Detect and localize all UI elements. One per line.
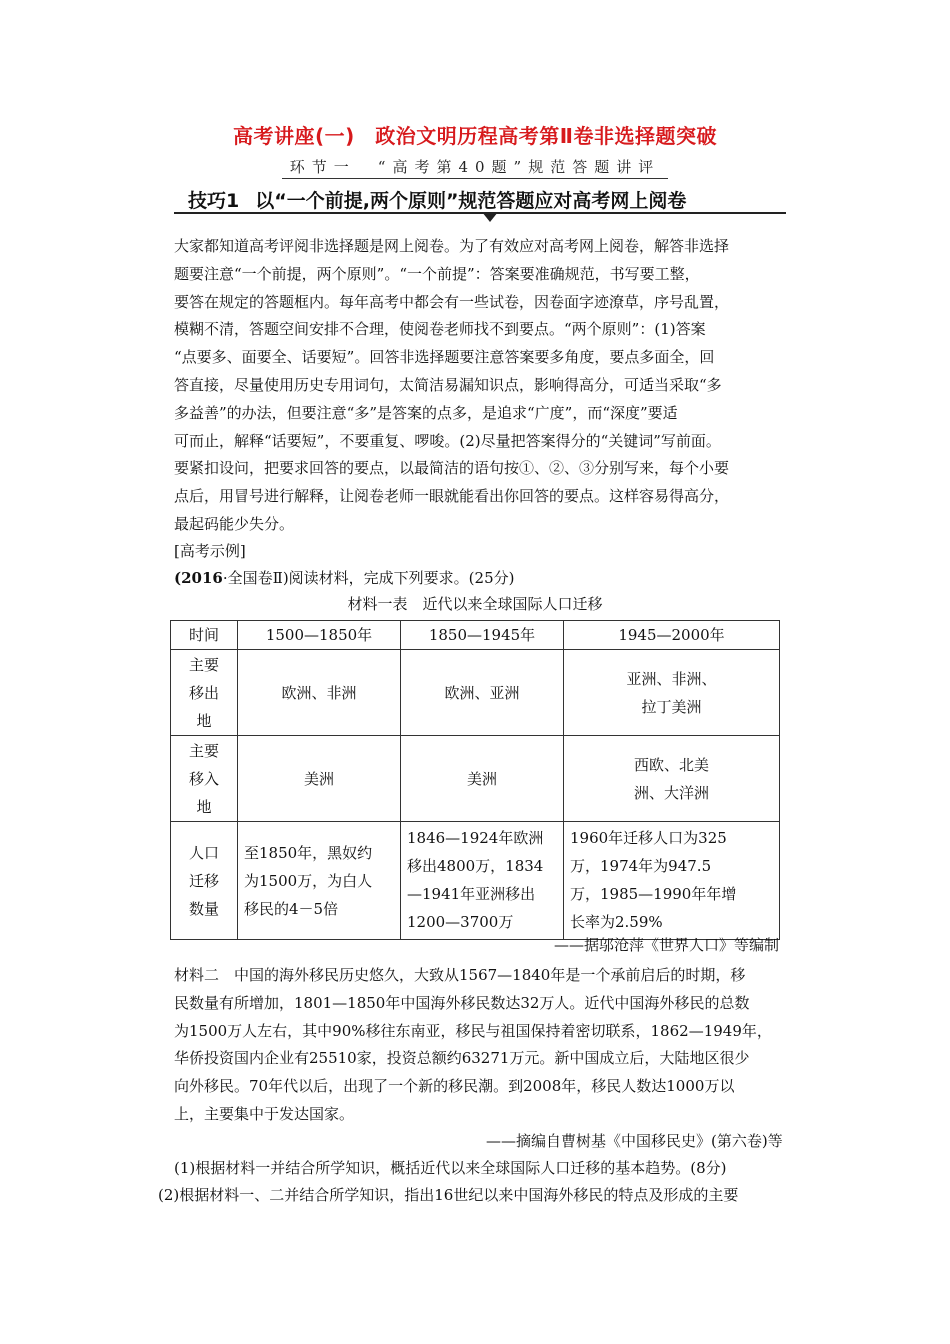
table-header-cell: 时间 (171, 621, 238, 650)
table-cell (238, 822, 401, 940)
cell-line: 欧洲、亚洲 (444, 683, 520, 702)
source-citation: ——据邬沧萍《世界人口》等编制 (554, 936, 780, 954)
section-subtitle: 环节一 “高考第40题”规范答题讲评 (289, 158, 661, 176)
subtitle-underline (282, 178, 668, 179)
cell-line: 1960年迁移人口为325 (570, 829, 727, 847)
table-cell (564, 736, 780, 822)
cell-line: 万，1974年为947.5 (570, 857, 712, 875)
table-cell (564, 650, 780, 736)
skill-text: 以“一个前提,两个原则”规范答题应对高考网上阅卷 (255, 190, 687, 212)
label-line: 数量 (188, 899, 219, 918)
text-line: 要紧扣设问，把要求回答的要点，以最简洁的语句按①、②、③分别写来，每个小要 (174, 459, 730, 478)
question-intro (174, 567, 514, 588)
table-header-cell: 1945—2000年 (564, 621, 780, 650)
text-line: 材料二 中国的海外移民历史悠久，大致从1567—1840年是一个承前启后的时期，移 (174, 966, 746, 984)
source-citation: ——摘编自曹树基《中国移民史》(第六卷)等 (486, 1132, 783, 1150)
text-line: 为1500万人左右，其中90%移往东南亚，移民与祖国保持着密切联系，1862—1949年， (174, 1021, 772, 1040)
text-line: 华侨投资国内企业有25510家，投资总额约63271万元。新中国成立后，大陆地区很少 (174, 1049, 750, 1068)
text-line: 大家都知道高考评阅非选择题是网上阅卷。为了有效应对高考网上阅卷，解答非选择 (174, 237, 730, 255)
table-row (171, 736, 780, 822)
label-line: 地 (196, 797, 212, 816)
cell-line: 美洲 (303, 769, 334, 788)
table-cell (238, 650, 401, 736)
cell-line: 欧洲、非洲 (281, 683, 357, 702)
text-line: 点后，用冒号进行解释，让阅卷老师一眼就能看出你回答的要点。这样容易得高分， (174, 487, 730, 506)
table-cell (401, 822, 564, 940)
label-line: 地 (196, 711, 212, 730)
table-cell (401, 736, 564, 822)
migration-table (170, 620, 780, 940)
skill-marker-triangle (482, 212, 498, 222)
cell-line: 移出4800万，1834 (407, 857, 544, 875)
text-line: “点要多、面要全、话要短”。回答非选择题要注意答案要多角度，要点多面全，回 (174, 348, 715, 367)
skill-number: 技巧1 (188, 190, 240, 212)
cell-line: 西欧、北美 (633, 755, 709, 774)
question-one: (1)根据材料一并结合所学知识，概括近代以来全球国际人口迁移的基本趋势。(8分) (174, 1159, 727, 1177)
skill-heading (188, 186, 686, 213)
text-line: 可而止，解释“话要短”，不要重复、啰唆。(2)尽量把答案得分的“关键词”写前面。 (174, 431, 721, 450)
cell-line: 亚洲、非洲、 (626, 669, 717, 688)
example-tag: [高考示例] (174, 542, 246, 560)
question-two: (2)根据材料一、二并结合所学知识，指出16世纪以来中国海外移民的特点及形成的主要 (158, 1186, 739, 1204)
row-label (171, 822, 238, 940)
page-title: 高考讲座(一) 政治文明历程高考第Ⅱ卷非选择题突破 (233, 124, 717, 148)
text-line: 上，主要集中于发达国家。 (174, 1104, 355, 1123)
table-cell (564, 822, 780, 940)
text-line: 要答在规定的答题框内。每年高考中都会有一些试卷，因卷面字迹潦草，序号乱置， (174, 292, 730, 311)
row-label (171, 736, 238, 822)
cell-line: 移民的4－5倍 (244, 899, 339, 918)
cell-line: 1846—1924年欧洲 (407, 829, 544, 847)
table-header-cell: 1850—1945年 (401, 621, 564, 650)
skill-rule (174, 212, 786, 214)
row-label (171, 650, 238, 736)
label-line: 人口 (188, 843, 219, 862)
cell-line: 拉丁美洲 (641, 697, 702, 716)
question-year: (2016 (174, 569, 223, 587)
text-line: 模糊不清，答题空间安排不合理，使阅卷老师找不到要点。“两个原则”：(1)答案 (174, 320, 706, 339)
table-header-cell: 1500—1850年 (238, 621, 401, 650)
question-text: ·全国卷Ⅱ)阅读材料，完成下列要求。(25分) (222, 569, 515, 587)
text-line: 最起码能少失分。 (174, 514, 295, 533)
text-line: 多益善”的办法，但要注意“多”是答案的点多，是追求“广度”，而“深度”要适 (174, 403, 678, 422)
label-line: 迁移 (188, 871, 219, 890)
intro-paragraph (174, 233, 814, 539)
cell-line: 万，1985—1990年年增 (570, 885, 737, 903)
cell-line: 美洲 (466, 769, 497, 788)
cell-line: 至1850年，黑奴约 (244, 843, 373, 862)
table-cell (238, 736, 401, 822)
text-line: 向外移民。70年代以后，出现了一个新的移民潮。到2008年，移民人数达1000万以 (174, 1077, 735, 1096)
text-line: 民数量有所增加，1801—1850年中国海外移民数达32万人。近代中国海外移民的总数 (174, 993, 750, 1012)
cell-line: 1200—3700万 (407, 913, 514, 931)
cell-line: 为1500万，为白人 (244, 871, 373, 890)
label-line: 移出 (188, 683, 219, 702)
label-line: 主要 (188, 655, 219, 674)
cell-line: 长率为2.59% (570, 913, 663, 931)
label-line: 移入 (188, 769, 219, 788)
table-cell (401, 650, 564, 736)
table-row (171, 650, 780, 736)
label-line: 主要 (188, 741, 219, 760)
text-line: 答直接，尽量使用历史专用词句，太简洁易漏知识点，影响得高分，可适当采取“多 (174, 375, 722, 394)
text-line: 题要注意“一个前提，两个原则”。“一个前提”：答案要准确规范，书写要工整， (174, 264, 700, 283)
cell-line: —1941年亚洲移出 (407, 885, 536, 903)
material-two-paragraph (174, 962, 814, 1129)
table-title: 材料一表 近代以来全球国际人口迁移 (347, 595, 603, 613)
table-row (171, 822, 780, 940)
table-header-row (171, 621, 780, 650)
cell-line: 洲、大洋洲 (633, 783, 709, 802)
